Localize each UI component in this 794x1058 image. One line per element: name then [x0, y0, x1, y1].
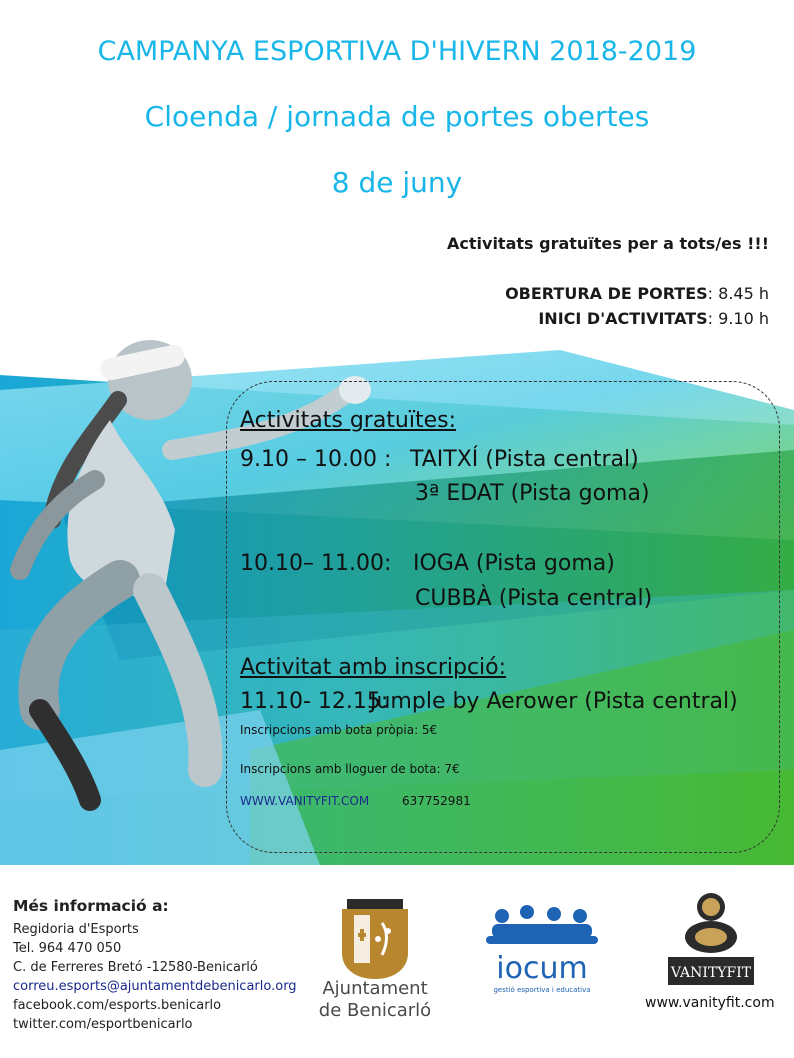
info-heading: Més informació a:	[13, 897, 169, 915]
free-activities-notice: Activitats gratuïtes per a tots/es !!!	[447, 234, 769, 253]
info-phone: Tel. 964 470 050	[13, 941, 122, 956]
price-rent-boot: Inscripcions amb lloguer de bota: 7€	[240, 762, 460, 776]
opening-label: OBERTURA DE PORTES	[505, 284, 708, 303]
ajuntament-line-1: Ajuntament	[322, 978, 428, 999]
start-time	[538, 309, 769, 328]
slot-2-time: 10.10– 11.00:	[240, 551, 392, 576]
info-address: C. de Ferreres Bretó -12580-Benicarló	[13, 960, 258, 975]
slot-1-activity-2: 3ª EDAT (Pista goma)	[415, 481, 650, 506]
ajuntament-line-2: de Benicarló	[318, 1000, 432, 1021]
iocum-tagline: gestió esportiva i educativa	[493, 986, 591, 994]
vanityfit-logo-text: VANITYFIT	[670, 965, 752, 981]
info-facebook-link[interactable]: facebook.com/esports.benicarlo	[13, 998, 222, 1013]
info-email-link[interactable]: correu.esports@ajuntamentdebenicarlo.org	[13, 979, 297, 994]
iocum-name: iocum	[496, 951, 588, 986]
vanityfit-url[interactable]: www.vanityfit.com	[645, 995, 775, 1011]
slot-1-time: 9.10 – 10.00 :	[240, 447, 392, 472]
start-value: : 9.10 h	[707, 309, 769, 328]
paid-activity-time: 11.10- 12.15:	[240, 689, 389, 714]
free-activities-heading: Activitats gratuïtes:	[240, 408, 457, 433]
info-department: Regidoria d'Esports	[13, 922, 139, 937]
price-own-boot: Inscripcions amb bota pròpia: 5€	[240, 723, 438, 737]
iocum-logo	[472, 902, 612, 997]
slot-2-activity-1: IOGA (Pista goma)	[413, 551, 615, 576]
vanityfit-logo	[662, 887, 760, 997]
opening-value: : 8.45 h	[707, 284, 769, 303]
ajuntament-name	[300, 978, 450, 1022]
vanityfit-phone: 637752981	[402, 794, 471, 808]
campaign-title: CAMPANYA ESPORTIVA D'HIVERN 2018-2019	[97, 36, 697, 67]
slot-2-activity-2: CUBBÀ (Pista central)	[415, 586, 653, 611]
event-date: 8 de juny	[331, 166, 463, 199]
vanityfit-emblem-icon	[685, 893, 737, 953]
paid-activity-heading: Activitat amb inscripció:	[240, 655, 507, 680]
paid-activity-name: Jumple by Aerower (Pista central)	[370, 689, 738, 714]
slot-1-activity-1: TAITXÍ (Pista central)	[410, 447, 639, 472]
contact-info	[13, 897, 297, 1034]
info-twitter-link[interactable]: twitter.com/esportbenicarlo	[13, 1017, 193, 1032]
opening-time	[505, 284, 769, 303]
start-label: INICI D'ACTIVITATS	[538, 309, 708, 328]
event-subtitle: Cloenda / jornada de portes obertes	[144, 100, 650, 133]
vanityfit-web-link[interactable]: WWW.VANITYFIT.COM	[240, 794, 370, 808]
